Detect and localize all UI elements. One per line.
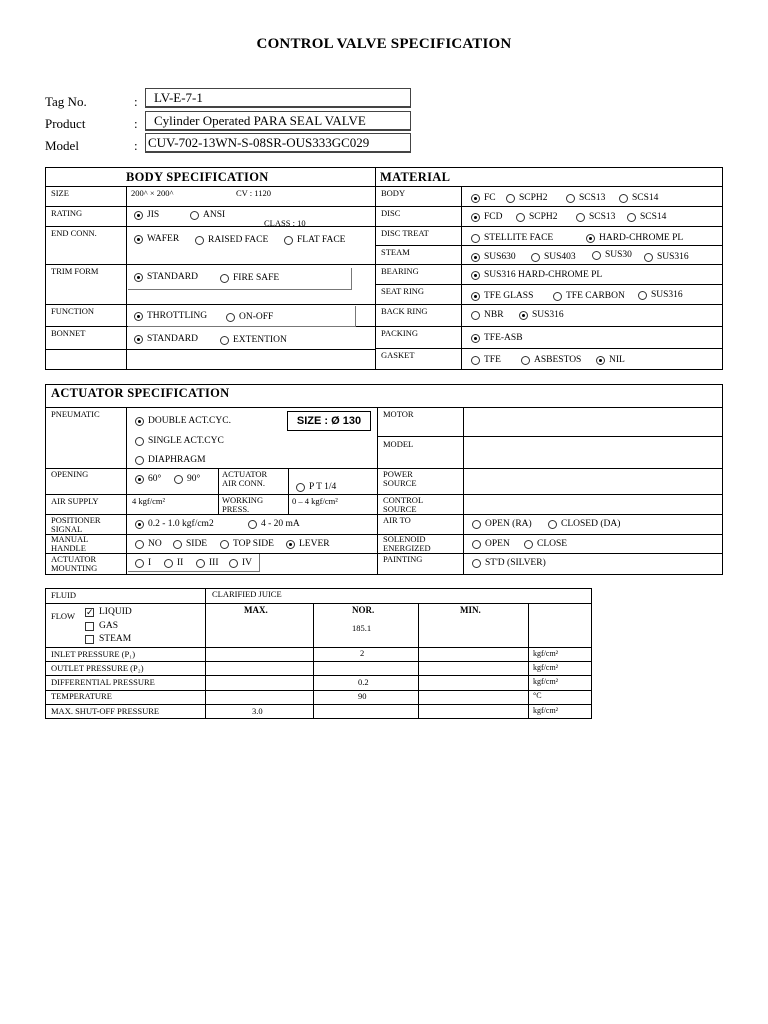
seat-tfeglass-label: TFE GLASS xyxy=(484,291,534,301)
material-heading: MATERIAL xyxy=(380,170,451,184)
seat-tfecarbon-label: TFE CARBON xyxy=(566,291,625,301)
back-sus316-radio[interactable] xyxy=(519,310,564,320)
func-onoff-label: ON-OFF xyxy=(239,312,274,322)
act-air-conn-label-1: ACTUATOR xyxy=(222,469,268,479)
temp-label: TEMPERATURE xyxy=(51,691,112,701)
gasket-nil-radio[interactable] xyxy=(596,355,625,365)
radio-icon xyxy=(296,483,305,492)
dt-hardchrome-radio[interactable] xyxy=(586,233,683,243)
mat-gasket-label: GASKET xyxy=(381,350,415,360)
act-air-conn-radio[interactable] xyxy=(296,482,336,492)
radio-icon xyxy=(627,213,636,222)
radio-icon xyxy=(135,540,144,549)
radio-icon xyxy=(592,251,601,260)
radio-icon xyxy=(471,234,480,243)
trim-shadow xyxy=(128,268,352,290)
act-vcol-5 xyxy=(288,468,289,514)
checkbox-icon xyxy=(85,622,94,631)
function-shadow xyxy=(128,306,356,327)
radio-icon xyxy=(195,236,204,245)
rating-ansi-radio[interactable] xyxy=(190,210,225,220)
radio-selected-icon xyxy=(519,311,528,320)
radio-selected-icon xyxy=(471,292,480,301)
act-vcol-1 xyxy=(126,407,127,575)
checkmark-icon: ✓ xyxy=(86,606,94,617)
back-nbr-radio[interactable] xyxy=(471,310,504,320)
bonnet-standard-label: STANDARD xyxy=(147,334,198,344)
outlet-label: OUTLET PRESSURE (P₂) xyxy=(51,663,144,673)
proc-hrow-4 xyxy=(45,690,592,691)
mount-ii-label: II xyxy=(177,558,184,568)
airto-label: AIR TO xyxy=(383,515,411,525)
radio-icon xyxy=(135,456,144,465)
radio-icon xyxy=(173,540,182,549)
end-conn-label: END CONN. xyxy=(51,228,97,238)
dt-stellite-radio[interactable] xyxy=(471,233,553,243)
mat-backring-label: BACK RING xyxy=(381,306,428,316)
solenoid-label-2: ENERGIZED xyxy=(383,543,431,553)
mount-iv-label: IV xyxy=(242,558,253,568)
model-field[interactable]: CUV-702-13WN-S-08SR-OUS333GC029 xyxy=(145,133,411,153)
inlet-unit: kgf/cm² xyxy=(533,649,559,658)
sol-open-radio[interactable] xyxy=(472,539,510,549)
pos-420-radio[interactable] xyxy=(248,519,300,529)
product-label: Product xyxy=(45,116,86,131)
body-scph2-radio[interactable] xyxy=(506,193,548,203)
seat-sus316-label: SUS316 xyxy=(651,290,683,300)
radio-icon xyxy=(619,194,628,203)
hrow-2 xyxy=(45,226,723,227)
end-wafer-label: WAFER xyxy=(147,234,180,244)
act-vcol-2 xyxy=(377,407,378,575)
disc-scph2-radio[interactable] xyxy=(516,212,558,222)
end-flat-radio[interactable] xyxy=(284,235,345,245)
radio-icon xyxy=(472,520,481,529)
body-material-divider xyxy=(375,167,376,370)
man-lever-radio[interactable] xyxy=(286,539,330,549)
proc-hrow-1 xyxy=(45,647,592,648)
seat-tfeglass-radio[interactable] xyxy=(471,291,533,301)
body-fc-radio[interactable] xyxy=(471,193,496,203)
man-side-label: SIDE xyxy=(186,539,208,549)
pn-single-label: SINGLE ACT.CYC xyxy=(148,436,224,446)
radio-icon xyxy=(566,194,575,203)
pos-420-label: 4 - 20 mA xyxy=(261,519,300,529)
radio-icon xyxy=(220,540,229,549)
body-scs13-radio[interactable] xyxy=(566,193,605,203)
man-lever-label: LEVER xyxy=(299,539,330,549)
body-fc-label: FC xyxy=(484,193,496,203)
tag-field[interactable]: LV-E-7-1 xyxy=(145,88,411,108)
working-label-2: PRESS. xyxy=(222,504,250,514)
bearing-radio[interactable] xyxy=(471,270,602,280)
act-hrow-0 xyxy=(45,407,723,408)
bearing-value: SUS316 HARD-CHROME PL xyxy=(484,270,603,280)
product-field[interactable]: Cylinder Operated PARA SEAL VALVE xyxy=(145,111,411,131)
power-label-1: POWER xyxy=(383,469,413,479)
radio-icon xyxy=(576,213,585,222)
radio-selected-icon xyxy=(135,475,144,484)
back-sus316-label: SUS316 xyxy=(532,310,564,320)
steam-sus630-radio[interactable] xyxy=(471,252,516,262)
pn-diaphragm-radio[interactable] xyxy=(135,455,206,465)
model-colon: : xyxy=(134,138,138,153)
radio-icon xyxy=(638,291,647,300)
air-supply-label: AIR SUPPLY xyxy=(51,496,99,506)
bonnet-standard-radio[interactable] xyxy=(134,334,198,344)
open-90-radio[interactable] xyxy=(174,474,200,484)
body-scph2-label: SCPH2 xyxy=(519,193,548,203)
seat-sus316-radio[interactable] xyxy=(638,290,683,300)
disc-scs14-label: SCS14 xyxy=(640,212,667,222)
steam-sus30-label: SUS30 xyxy=(605,250,632,260)
mat-bearing-label: BEARING xyxy=(381,266,419,276)
man-side-radio[interactable] xyxy=(173,539,207,549)
body-spec-heading: BODY SPECIFICATION xyxy=(126,170,269,184)
flow-steam-checkbox[interactable] xyxy=(85,634,131,644)
rating-jis-radio[interactable] xyxy=(134,210,159,220)
manual-label-1: MANUAL xyxy=(51,534,89,544)
model-label: Model xyxy=(45,138,79,153)
flow-steam-label: STEAM xyxy=(99,634,132,644)
actuator-heading: ACTUATOR SPECIFICATION xyxy=(51,386,230,400)
sol-close-label: CLOSE xyxy=(537,539,568,549)
working-value: 0 – 4 kgf/cm² xyxy=(292,496,338,506)
flow-label: FLOW xyxy=(51,611,76,621)
hrow-4 xyxy=(45,264,723,265)
mat-seatring-label: SEAT RING xyxy=(381,286,425,296)
radio-icon xyxy=(644,253,653,262)
positioner-label-1: POSITIONER xyxy=(51,515,101,525)
hrow-3 xyxy=(375,245,723,246)
proc-hrow-3 xyxy=(45,675,592,676)
mat-body-label: BODY xyxy=(381,188,406,198)
act-vcol-3 xyxy=(463,407,464,575)
painting-value: ST'D (SILVER) xyxy=(485,558,546,568)
radio-selected-icon xyxy=(471,271,480,280)
diff-label: DIFFERENTIAL PRESSURE xyxy=(51,677,155,687)
func-throttling-label: THROTTLING xyxy=(147,311,208,321)
man-top-label: TOP SIDE xyxy=(233,539,274,549)
body-scs14-radio[interactable] xyxy=(619,193,658,203)
mounting-label-2: MOUNTING xyxy=(51,563,98,573)
pos-02-label: 0.2 - 1.0 kgf/cm2 xyxy=(148,519,214,529)
hrow-8 xyxy=(375,348,723,349)
bonnet-label: BONNET xyxy=(51,328,86,338)
radio-icon xyxy=(135,437,144,446)
sol-close-radio[interactable] xyxy=(524,539,567,549)
product-colon: : xyxy=(134,116,138,131)
proc-hrow-0 xyxy=(45,603,592,604)
size-value: 200^ × 200^ xyxy=(131,188,174,198)
flow-nor-value: 185.1 xyxy=(352,623,372,633)
function-label: FUNCTION xyxy=(51,306,94,316)
radio-icon xyxy=(553,292,562,301)
open-60-label: 60° xyxy=(148,474,162,484)
bonnet-extention-label: EXTENTION xyxy=(233,335,287,345)
gasket-asbestos-radio[interactable] xyxy=(521,355,581,365)
checkbox-icon xyxy=(85,635,94,644)
bonnet-extention-radio[interactable] xyxy=(220,335,287,345)
disc-scs14-radio[interactable] xyxy=(627,212,666,222)
rating-jis-label: JIS xyxy=(147,210,160,220)
fluid-label: FLUID xyxy=(51,590,77,600)
rating-ansi-label: ANSI xyxy=(203,210,226,220)
size-label: SIZE xyxy=(51,188,69,198)
hrow-5 xyxy=(375,284,723,285)
disc-fcd-radio[interactable] xyxy=(471,212,502,222)
radio-selected-icon xyxy=(134,235,143,244)
radio-icon xyxy=(548,520,557,529)
radio-selected-icon xyxy=(471,194,480,203)
end-flat-label: FLAT FACE xyxy=(297,235,346,245)
shutoff-unit: kgf/cm² xyxy=(533,706,559,715)
mount-i-label: I xyxy=(148,558,152,568)
mat-steam-label: STEAM xyxy=(381,247,410,257)
solenoid-label-1: SOLENOID xyxy=(383,534,426,544)
power-label-2: SOURCE xyxy=(383,478,417,488)
proc-hrow-5 xyxy=(45,704,592,705)
trim-form-label: TRIM FORM xyxy=(51,266,99,276)
rating-class: CLASS : 10 xyxy=(264,218,306,228)
packing-radio[interactable] xyxy=(471,333,523,343)
pn-single-radio[interactable] xyxy=(135,436,224,446)
steam-sus403-label: SUS403 xyxy=(544,252,576,262)
radio-icon xyxy=(471,311,480,320)
control-label-1: CONTROL xyxy=(383,495,424,505)
radio-selected-icon xyxy=(471,253,480,262)
painting-label: PAINTING xyxy=(383,554,423,564)
hrow-6 xyxy=(45,304,723,305)
radio-icon xyxy=(521,356,530,365)
control-label-2: SOURCE xyxy=(383,504,417,514)
airto-closed-radio[interactable] xyxy=(548,519,620,529)
radio-selected-icon xyxy=(134,211,143,220)
radio-icon xyxy=(524,540,533,549)
radio-icon xyxy=(220,336,229,345)
col-max: MAX. xyxy=(244,605,268,615)
act-vcol-4 xyxy=(218,468,219,514)
tag-colon: : xyxy=(134,94,138,109)
trim-standard-label: STANDARD xyxy=(147,272,198,282)
radio-selected-icon xyxy=(471,213,480,222)
airto-closed-label: CLOSED (DA) xyxy=(561,519,621,529)
act-model-label: MODEL xyxy=(383,439,414,449)
disc-scs13-label: SCS13 xyxy=(589,212,616,222)
end-wafer-radio[interactable] xyxy=(134,234,179,244)
outlet-unit: kgf/cm² xyxy=(533,663,559,672)
disc-scph2-label: SCPH2 xyxy=(529,212,558,222)
steam-sus30-radio[interactable] xyxy=(592,250,632,260)
radio-icon xyxy=(506,194,515,203)
diff-nor: 0.2 xyxy=(358,677,369,687)
mount-iii-label: III xyxy=(209,558,219,568)
radio-icon xyxy=(471,356,480,365)
dt-stellite-label: STELLITE FACE xyxy=(484,233,554,243)
temp-unit: °C xyxy=(533,691,542,700)
actuator-size-box: SIZE : Ø 130 xyxy=(287,411,371,431)
end-raised-radio[interactable] xyxy=(195,235,268,245)
rating-label: RATING xyxy=(51,208,83,218)
radio-icon xyxy=(516,213,525,222)
radio-icon xyxy=(190,211,199,220)
dt-hardchrome-label: HARD-CHROME PL xyxy=(599,233,684,243)
pneumatic-label: PNEUMATIC xyxy=(51,409,100,419)
mat-packing-label: PACKING xyxy=(381,328,419,338)
proc-vcol-1 xyxy=(205,588,206,719)
act-air-conn-label-2: AIR CONN. xyxy=(222,478,265,488)
positioner-label-2: SIGNAL xyxy=(51,524,83,534)
man-no-radio[interactable] xyxy=(135,539,162,549)
document-title: CONTROL VALVE SPECIFICATION xyxy=(256,36,512,52)
radio-icon xyxy=(284,236,293,245)
radio-selected-icon xyxy=(135,417,144,426)
pn-double-radio[interactable] xyxy=(135,416,231,426)
steam-sus316-label: SUS316 xyxy=(657,252,689,262)
body-col-divider xyxy=(126,186,127,370)
pn-diaphragm-label: DIAPHRAGM xyxy=(148,455,206,465)
gasket-tfe-radio[interactable] xyxy=(471,355,501,365)
col-nor: NOR. xyxy=(352,605,375,615)
trim-firesafe-label: FIRE SAFE xyxy=(233,273,280,283)
temp-nor: 90 xyxy=(358,691,367,701)
body-scs13-label: SCS13 xyxy=(579,193,606,203)
flow-liquid-label: LIQUID xyxy=(99,607,132,617)
radio-selected-icon xyxy=(134,335,143,344)
material-col-divider xyxy=(461,186,462,370)
opening-label: OPENING xyxy=(51,469,89,479)
mat-disctreat-label: DISC TREAT xyxy=(381,228,429,238)
tag-label: Tag No. xyxy=(45,94,87,109)
gasket-asbestos-label: ASBESTOS xyxy=(534,355,582,365)
radio-selected-icon xyxy=(596,356,605,365)
radio-selected-icon xyxy=(135,520,144,529)
flow-gas-checkbox[interactable] xyxy=(85,621,118,631)
pn-double-label: DOUBLE ACT.CYC. xyxy=(148,416,231,426)
mounting-label-1: ACTUATOR xyxy=(51,554,97,564)
working-label-1: WORKING xyxy=(222,495,264,505)
mounting-shadow xyxy=(128,554,260,572)
inlet-label: INLET PRESSURE (P₁) xyxy=(51,649,136,659)
painting-radio[interactable] xyxy=(472,558,546,568)
flow-liquid-checkbox[interactable] xyxy=(85,607,132,617)
manual-label-2: HANDLE xyxy=(51,543,86,553)
inlet-nor: 2 xyxy=(360,648,365,658)
proc-hrow-2 xyxy=(45,661,592,662)
pos-02-radio[interactable] xyxy=(135,519,214,529)
shutoff-max: 3.0 xyxy=(252,706,263,716)
back-nbr-label: NBR xyxy=(484,310,504,320)
radio-selected-icon xyxy=(286,540,295,549)
mat-disc-label: DISC xyxy=(381,208,401,218)
open-60-radio[interactable] xyxy=(135,474,161,484)
open-90-label: 90° xyxy=(187,474,201,484)
sol-open-label: OPEN xyxy=(485,539,510,549)
diff-unit: kgf/cm² xyxy=(533,677,559,686)
fluid-value: CLARIFIED JUICE xyxy=(212,589,282,599)
radio-selected-icon xyxy=(586,234,595,243)
steam-sus630-label: SUS630 xyxy=(484,252,516,262)
hrow-0 xyxy=(45,186,723,187)
air-supply-value: 4 kgf/cm² xyxy=(132,496,165,506)
steam-sus316-radio[interactable] xyxy=(644,252,689,262)
end-raised-label: RAISED FACE xyxy=(208,235,269,245)
radio-icon xyxy=(248,520,257,529)
airto-open-radio[interactable] xyxy=(472,519,532,529)
steam-sus403-radio[interactable] xyxy=(531,252,576,262)
airto-open-label: OPEN (RA) xyxy=(485,519,532,529)
flow-gas-label: GAS xyxy=(99,621,119,631)
packing-value: TFE-ASB xyxy=(484,333,523,343)
body-scs14-label: SCS14 xyxy=(632,193,659,203)
cv-value: CV : 1120 xyxy=(236,188,271,198)
disc-scs13-radio[interactable] xyxy=(576,212,615,222)
motor-label: MOTOR xyxy=(383,409,414,419)
gasket-nil-label: NIL xyxy=(609,355,625,365)
man-no-label: NO xyxy=(148,539,162,549)
man-top-radio[interactable] xyxy=(220,539,274,549)
seat-tfecarbon-radio[interactable] xyxy=(553,291,625,301)
disc-fcd-label: FCD xyxy=(484,212,503,222)
col-min: MIN. xyxy=(460,605,481,615)
radio-icon xyxy=(531,253,540,262)
radio-selected-icon xyxy=(471,334,480,343)
hrow-9 xyxy=(45,349,375,350)
hrow-1 xyxy=(45,206,723,207)
radio-icon xyxy=(472,559,481,568)
shutoff-label: MAX. SHUT-OFF PRESSURE xyxy=(51,706,160,716)
gasket-tfe-label: TFE xyxy=(484,355,501,365)
act-air-conn-value: P T 1/4 xyxy=(309,482,337,492)
act-hrow-1 xyxy=(377,436,723,437)
radio-icon xyxy=(472,540,481,549)
radio-icon xyxy=(174,475,183,484)
